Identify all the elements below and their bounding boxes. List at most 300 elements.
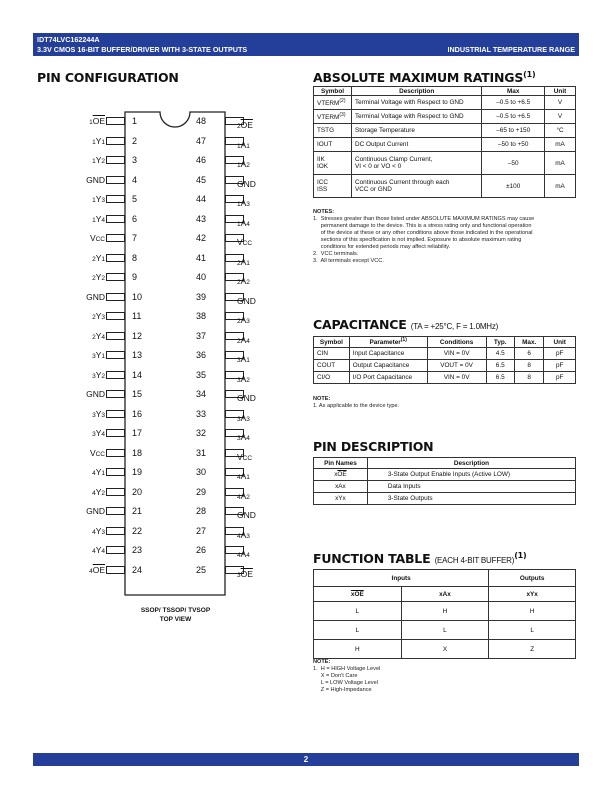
pin-name-cell: xYx: [314, 493, 368, 505]
pin-label: [237, 491, 250, 503]
pin-lead: [106, 429, 125, 437]
pin-signal-index: 1: [246, 474, 250, 481]
capacitance-cond-cell: VIN = 0V: [427, 348, 486, 360]
pin-signal-index: 2: [101, 372, 105, 380]
pin-number: 3: [132, 155, 138, 165]
pin-signal-index: 1: [246, 142, 250, 150]
description-cell: [351, 124, 481, 138]
pin-label: [92, 214, 105, 226]
pin-signal-name: $\overline{OE}$: [92, 116, 105, 126]
pin-description-row: [314, 481, 576, 493]
pin-lead: [106, 312, 125, 320]
pin-signal-name: Y: [95, 272, 102, 282]
pin-number: 1: [132, 116, 138, 126]
pin-label: [86, 389, 105, 399]
pin-group-number: 1: [92, 216, 96, 224]
pin-description-header-row: [314, 458, 576, 469]
pin-group-number: 2: [237, 279, 241, 286]
pin-lead: [106, 234, 125, 242]
col-oe-header: [314, 587, 402, 602]
pin-lead: [106, 293, 125, 301]
pin-signal-name: $\overline{OE}$: [240, 120, 253, 130]
pin-label: [92, 311, 105, 323]
abs-max-row: [314, 96, 576, 110]
symbol-cell: [314, 152, 352, 175]
description-text: Storage Temperature: [354, 127, 415, 134]
pin-lead: [106, 117, 125, 125]
pin-label: [237, 393, 256, 403]
pin-lead: [106, 176, 125, 184]
capacitance-header-row: [314, 337, 576, 348]
pin-number: 22: [132, 525, 143, 536]
abs-max-col-header: Unit: [545, 87, 576, 96]
pin-label: [237, 413, 250, 425]
pin-function-cell: 3-State Output Enable Inputs (Active LOW): [367, 469, 575, 481]
pin-signal-name: Y: [95, 428, 102, 438]
pin-label: [89, 116, 105, 128]
function-table-row: [314, 602, 576, 621]
pin-signal-index: 4: [246, 337, 250, 345]
pin-number: 5: [132, 194, 138, 204]
pin-signal-index: 2: [101, 489, 105, 497]
pin-label: [237, 374, 250, 386]
capacitance-param-cell: Input Capacitance: [349, 348, 427, 360]
description-cell: [351, 138, 481, 152]
description-cell: [351, 96, 481, 110]
abs-max-notes: [313, 209, 576, 265]
capacitance-note-text: 1. As applicable to the device type.: [313, 403, 400, 409]
pin-label: [237, 276, 250, 288]
function-table-note-line: X = Don't Care: [313, 673, 358, 679]
symbol-text: ICC: [317, 179, 329, 186]
pin-label: [237, 179, 256, 189]
pin-lead: [106, 449, 125, 457]
capacitance-param-cell: I/O Port Capacitance: [349, 372, 427, 384]
pin-signal-name: V: [89, 233, 96, 243]
pin-label: [92, 350, 105, 362]
capacitance-cond-cell: VIN = 0V: [427, 372, 486, 384]
pin-signal-name: $\overline{OE}$: [240, 568, 253, 579]
symbol-text: VTERM: [317, 114, 340, 122]
pin-name-cell: [314, 469, 368, 481]
unit-cell: V: [545, 110, 576, 124]
function-table-notes-title: NOTE:: [313, 659, 331, 665]
pin-description-col-header: Description: [367, 458, 575, 469]
pin-number: 35: [196, 369, 207, 380]
pin-signal-index: 1: [101, 353, 105, 360]
pin-signal-name: A: [240, 529, 247, 540]
capacitance-max-cell: 8: [514, 372, 543, 384]
pin-number: 8: [132, 252, 138, 263]
pin-signal-name: Y: [95, 408, 102, 419]
description-cell: [351, 175, 481, 198]
pin-signal-name: V: [237, 237, 243, 247]
header-subtitle: 3.3V CMOS 16-BIT BUFFER/DRIVER WITH 3-STATE OUTPUTS: [37, 45, 248, 54]
abs-max-col-header: Symbol: [314, 87, 352, 96]
function-table-cell: Z: [489, 640, 576, 659]
pin-signal-index: 1: [101, 255, 105, 263]
pin-signal-name: Y: [95, 467, 102, 477]
capacitance-max-cell: 6: [514, 348, 543, 360]
capacitance-col-header: [544, 337, 576, 348]
pin-signal-name: A: [240, 276, 247, 286]
pin-group-number: 4: [237, 532, 241, 540]
pin-function-cell: Data Inputs: [367, 481, 575, 493]
pin-signal-name: Y: [95, 155, 102, 165]
pin-signal-name: GND: [86, 291, 105, 302]
pin-lead: [106, 566, 125, 574]
package-caption: [128, 606, 223, 624]
function-table-group-row: [314, 570, 576, 587]
pin-signal-index: 1: [101, 138, 105, 146]
pin-group-number: 3: [237, 415, 241, 423]
pin-signal-name: A: [240, 217, 247, 228]
pin-label: [92, 136, 105, 148]
view-label: TOP VIEW: [159, 616, 192, 623]
abs-max-note-line: 3. All terminals except VCC.: [313, 258, 384, 264]
pin-label: [237, 120, 253, 132]
pin-group-number: 1: [237, 220, 241, 228]
pin-group-number: 4: [92, 548, 96, 555]
function-table-cell: H: [314, 640, 402, 659]
pin-number: 11: [132, 311, 142, 321]
pin-signal-name: A: [240, 198, 247, 208]
pin-lead: [106, 410, 125, 418]
capacitance-row: [314, 348, 576, 360]
capacitance-row: [314, 372, 576, 384]
pin-label: [237, 140, 250, 152]
capacitance-param-cell: Output Capacitance: [349, 360, 427, 372]
function-table-cell: L: [314, 621, 402, 640]
pin-group-number: 1: [89, 119, 93, 126]
pin-signal-name: Y: [95, 545, 102, 555]
pin-lead: [106, 195, 125, 203]
capacitance-sym-cell: COUT: [314, 360, 350, 372]
pin-lead: [106, 351, 125, 359]
pin-signal-name: A: [240, 412, 247, 423]
pin-signal-name: A: [240, 432, 247, 442]
pin-lead: [106, 507, 125, 515]
description-text: Continuous Current through each: [354, 179, 450, 186]
capacitance-conditions: (TA = +25°C, F = 1.0MHz): [410, 322, 499, 331]
capacitance-note-title: NOTE:: [313, 396, 331, 402]
description-text: Continuous Clamp Current,: [354, 156, 433, 163]
pin-group-number: 4: [89, 567, 93, 575]
pin-signal-index: 3: [246, 201, 250, 208]
pin-lead: [106, 468, 125, 476]
pin-signal-index: 1: [101, 470, 105, 477]
capacitance-title-text: CAPACITANCE: [313, 317, 407, 332]
description-text: DC Output Current: [354, 141, 409, 148]
pin-label: [237, 159, 250, 171]
pin-label: [92, 155, 105, 167]
pin-lead: [106, 546, 125, 554]
capacitance-sym-cell: CI/O: [314, 372, 350, 384]
pin-signal-index: 1: [246, 259, 250, 267]
abs-max-row: [314, 110, 576, 124]
capacitance-typ-cell: 6.5: [486, 360, 514, 372]
pin-signal-index: 3: [246, 532, 250, 540]
symbol-note: (3): [339, 111, 346, 118]
col-y-header: xYx: [489, 587, 576, 602]
pin-label: [86, 175, 105, 185]
pin-signal-name: Y: [95, 194, 102, 204]
pin-group-number: 1: [237, 142, 241, 150]
inputs-group-header: Inputs: [314, 570, 489, 587]
pin-number: 28: [196, 506, 207, 516]
pin-group-number: 2: [92, 314, 96, 321]
temperature-range: INDUSTRIAL TEMPERATURE RANGE: [447, 45, 575, 54]
abs-max-notes-title: NOTES:: [313, 209, 335, 215]
pin-label: [92, 467, 105, 479]
pin-number: 45: [196, 174, 207, 185]
abs-max-row: [314, 152, 576, 175]
pin-label: [237, 549, 250, 561]
pin-signal-index: 3: [101, 197, 105, 204]
pin-number: 34: [196, 389, 207, 399]
pin-signal-index: 3: [101, 411, 105, 419]
pin-label: [237, 335, 250, 347]
pin-number: 9: [132, 272, 138, 282]
unit-cell: V: [545, 96, 576, 110]
unit-cell: °C: [545, 124, 576, 138]
pin-number: 33: [196, 408, 207, 419]
capacitance-table: [313, 336, 576, 384]
pin-label: [237, 257, 250, 269]
pin-label: [86, 292, 105, 302]
pin-number: 16: [132, 408, 143, 419]
unit-cell: mA: [545, 138, 576, 152]
pin-signal-name: V: [89, 447, 96, 458]
pin-group-number: 2: [92, 255, 96, 263]
pin-signal-name: GND: [237, 178, 256, 189]
page-number: 2: [303, 755, 309, 764]
function-table-row: [314, 640, 576, 659]
pin-label: [89, 565, 105, 577]
pin-lead: [106, 332, 125, 340]
max-cell: –65 to +150: [482, 124, 545, 138]
pin-label: [92, 526, 105, 538]
pin-signal-index: 4: [246, 435, 250, 442]
pin-number: 29: [196, 486, 207, 497]
unit-cell: mA: [545, 152, 576, 175]
pin-signal-name: GND: [86, 506, 105, 516]
capacitance-title: [313, 317, 498, 332]
pin-number: 31: [196, 447, 207, 458]
symbol-text: TSTG: [317, 127, 335, 134]
pin-signal-name: Y: [95, 369, 102, 380]
pin-number: 20: [132, 486, 143, 497]
capacitance-col-header-text: Conditions: [439, 338, 474, 346]
max-cell: –50: [482, 152, 545, 175]
abs-max-note-line: 1. Stresses greater than those listed under ABSOLUTE MAXIMUM RATINGS may cause: [313, 216, 535, 222]
pin-name-prefix: x: [334, 471, 338, 478]
pin-group-number: 1: [92, 138, 96, 146]
outputs-group-header: Outputs: [489, 570, 576, 587]
function-table-cell: X: [401, 640, 489, 659]
pin-number: 19: [132, 467, 143, 477]
unit-cell: mA: [545, 175, 576, 198]
abs-max-row: [314, 175, 576, 198]
pin-signal-index: 2: [246, 493, 250, 501]
pin-number: 40: [196, 272, 207, 282]
pin-signal-index: 2: [101, 158, 105, 165]
pin-number: 25: [196, 564, 207, 575]
abs-max-title-text: ABSOLUTE MAXIMUM RATINGS: [313, 70, 524, 86]
pin-signal-name: Y: [95, 213, 102, 224]
function-table-title-note: (1): [514, 551, 527, 560]
pin-signal-name: A: [240, 139, 247, 150]
abs-max-row: [314, 124, 576, 138]
symbol-cell: [314, 124, 352, 138]
pin-group-number: 2: [237, 123, 241, 130]
pin-signal-name: Y: [95, 252, 102, 263]
function-table: [313, 569, 576, 659]
symbol-text: IIK: [317, 156, 325, 163]
function-table-cell: L: [314, 602, 402, 621]
max-cell: –0.5 to +6.5: [482, 96, 545, 110]
pin-signal-index: 3: [246, 415, 250, 423]
pin-lead: [106, 273, 125, 281]
pin-label: [237, 354, 250, 366]
abs-max-note-line: 2. VCC terminals.: [313, 251, 359, 257]
capacitance-col-header-text: Parameter: [369, 339, 401, 347]
capacitance-col-header-text: Max.: [522, 338, 537, 346]
pin-signal-index: 3: [101, 528, 105, 536]
pin-signal-index: 4: [246, 552, 250, 559]
pin-number: 48: [196, 116, 207, 126]
pin-number: 37: [196, 330, 207, 341]
abs-max-note-line: permanent damage to the device. This is a stress rating only and functional operation: [313, 223, 532, 229]
capacitance-note: [313, 396, 399, 410]
pin-signal-name: Y: [95, 330, 102, 341]
pin-lead: [106, 137, 125, 145]
pin-number: 10: [132, 291, 143, 302]
abs-max-note-line: sections of this specification is not implied. Exposure to absolute maximum rating: [313, 237, 522, 243]
pin-signal-name: GND: [237, 393, 256, 403]
pin-name-cell: xAx: [314, 481, 368, 493]
pin-group-number: 2: [237, 337, 241, 345]
pin-group-number: 3: [237, 435, 241, 442]
capacitance-col-header-text: Symbol: [319, 338, 343, 346]
pin-number: 13: [132, 350, 143, 360]
pin-number: 46: [196, 155, 207, 165]
pin-signal-name: A: [240, 315, 247, 325]
pin-signal-name: Y: [95, 135, 102, 146]
pin-description-row: [314, 493, 576, 505]
pin-label: [237, 530, 250, 542]
pin-group-number: 2: [237, 318, 241, 325]
symbol-note: (2): [339, 97, 346, 104]
abs-max-header-row: [314, 87, 576, 96]
pin-number: 15: [132, 389, 143, 399]
pin-signal-name: Y: [95, 486, 102, 497]
pin-number: 14: [132, 369, 143, 380]
footer-bar: [33, 753, 579, 766]
part-number: IDT74LVC162244A: [37, 35, 100, 44]
pin-lead: [106, 488, 125, 496]
description-cell: [351, 152, 481, 175]
pin-number: 18: [132, 447, 143, 458]
description-text: Terminal Voltage with Respect to GND: [354, 113, 464, 120]
abs-max-row: [314, 138, 576, 152]
function-table-note-line: L = LOW Voltage Level: [313, 680, 378, 686]
pin-group-number: 2: [237, 259, 241, 267]
pin-label: [92, 370, 105, 382]
pin-number: 39: [196, 291, 207, 302]
pin-signal-name: Y: [95, 525, 102, 536]
function-table-title-text: FUNCTION TABLE: [313, 551, 431, 567]
pin-label: [237, 296, 256, 306]
pin-number: 23: [132, 545, 143, 555]
pin-signal-index: CC: [95, 450, 105, 458]
function-table-title: [313, 551, 526, 566]
function-table-note-line: 1. H = HIGH Voltage Level: [313, 666, 381, 672]
pin-group-number: 3: [92, 431, 96, 438]
pin-number: 12: [132, 330, 143, 341]
pin-label: [237, 218, 250, 230]
pin-description-col-header: Pin Names: [314, 458, 368, 469]
pin-label: [237, 198, 250, 210]
pin-signal-index: 3: [101, 314, 105, 321]
pin-description-title: PIN DESCRIPTION: [313, 439, 434, 454]
abs-max-title: [313, 70, 535, 85]
pin-signal-name: A: [240, 256, 247, 267]
col-a-header: xAx: [401, 587, 489, 602]
abs-max-title-note: (1): [523, 70, 536, 79]
abs-max-col-header: Max: [482, 87, 545, 96]
function-table-cell: H: [489, 602, 576, 621]
description-text-2: VI < 0 or VO < 0: [354, 163, 402, 170]
symbol-cell: [314, 138, 352, 152]
pin-name-overlined: $\overline{OE}$: [337, 471, 347, 478]
capacitance-unit-cell: pF: [544, 372, 576, 384]
pin-lead: [106, 527, 125, 535]
pin-description-row: [314, 469, 576, 481]
pin-label: [92, 409, 105, 421]
capacitance-col-header: [427, 337, 486, 348]
pin-signal-index: 4: [101, 333, 105, 341]
pin-number: 7: [132, 233, 138, 243]
pin-label: [237, 452, 252, 464]
capacitance-col-header: [514, 337, 543, 348]
pin-signal-name: GND: [237, 510, 256, 520]
pin-label: [237, 432, 250, 444]
pin-signal-name: A: [240, 471, 247, 481]
pin-label: [237, 471, 250, 483]
abs-max-table: [313, 86, 576, 198]
symbol-text: IOUT: [317, 141, 333, 148]
symbol-cell: [314, 96, 352, 110]
max-cell: –0.5 to +6.5: [482, 110, 545, 124]
pin-signal-index: CC: [95, 236, 105, 243]
capacitance-cond-cell: VOUT = 0V: [427, 360, 486, 372]
description-text: Terminal Voltage with Respect to GND: [354, 99, 464, 106]
pin-signal-name: $\overline{OE}$: [92, 564, 105, 575]
pin-label: [92, 253, 105, 265]
pin-function-cell: 3-State Outputs: [367, 493, 575, 505]
pin-number: 2: [132, 135, 138, 146]
pin-signal-name: Y: [95, 311, 102, 321]
pin-signal-name: A: [240, 159, 247, 169]
capacitance-col-header-text: Typ.: [493, 338, 507, 346]
function-table-row: [314, 621, 576, 640]
symbol-cell: [314, 175, 352, 198]
function-table-subtitle: (EACH 4-BIT BUFFER): [434, 556, 515, 566]
max-cell: –50 to +50: [482, 138, 545, 152]
pin-number: 42: [196, 233, 207, 243]
pin-number: 36: [196, 350, 207, 360]
